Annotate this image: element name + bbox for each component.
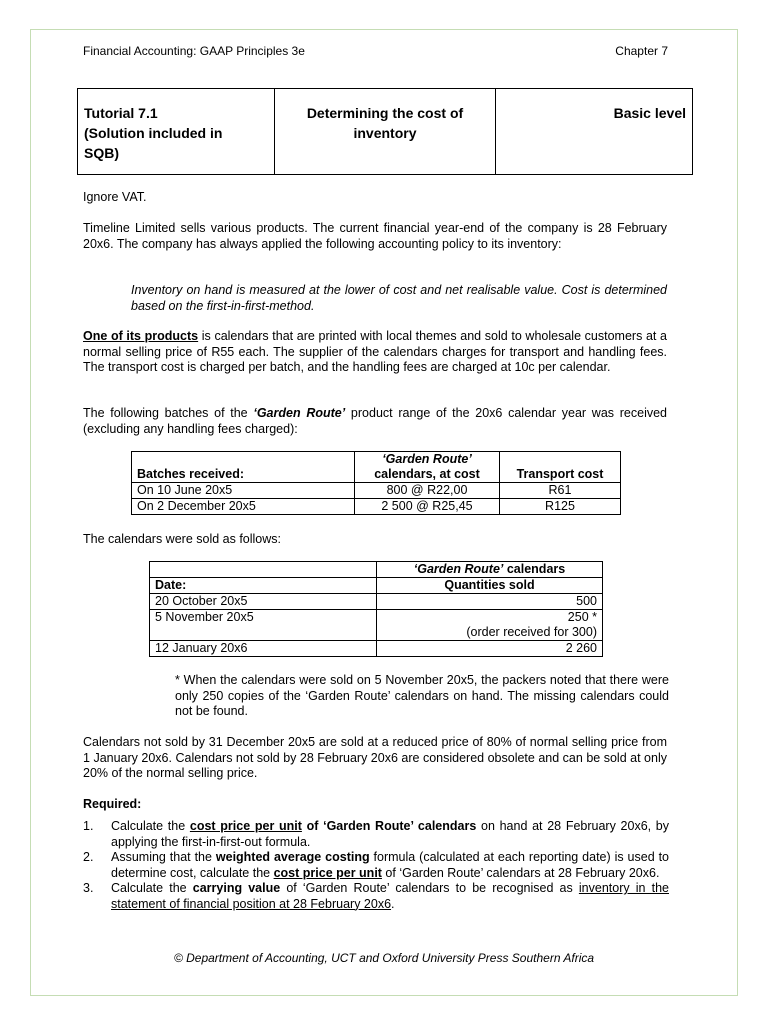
table-row <box>132 499 621 515</box>
req-bold: of ‘Garden Route’ calendars <box>301 819 477 833</box>
req-underlined: inventory in the statement of financial position at 28 February 20x6 <box>111 881 669 911</box>
obsolete-paragraph: Calendars not sold by 31 December 20x5 are sold at a reduced price of 80% of normal selling price from 1 January 20x6. Calendars not sold by 28 February 20x6 are considered obsolete and can be sold at only 20% of the normal selling price. <box>83 735 667 780</box>
req-emph: cost price per unit <box>273 865 382 880</box>
req-emph: cost price per unit <box>189 819 302 833</box>
req-text-3: . <box>391 896 395 911</box>
batch-qty: 800 @ R22,00 <box>355 483 500 499</box>
sale-date: 5 November 20x5 <box>150 610 377 641</box>
ignore-vat: Ignore VAT. <box>83 190 147 204</box>
batches-header-transport: Transport cost <box>500 452 621 483</box>
req-number: 3. <box>83 881 94 895</box>
req-text-3: of ‘Garden Route’ calendars at 28 February 20x6. <box>381 865 660 880</box>
sales-header-qty: Quantities sold <box>377 578 603 594</box>
req-text: Assuming that the <box>111 850 216 864</box>
batch-transport: R125 <box>500 499 621 515</box>
batches-header-qty-rest: calendars, at cost <box>374 467 480 481</box>
chapter-label: Chapter 7 <box>615 44 668 58</box>
batch-date: On 10 June 20x5 <box>132 483 355 499</box>
sale-note: (order received for 300) <box>466 625 597 639</box>
table-row <box>150 594 603 610</box>
sales-header-blank <box>150 562 377 578</box>
req-number: 1. <box>83 819 94 833</box>
table-row <box>132 483 621 499</box>
req-text: Calculate the <box>111 881 193 895</box>
intro-paragraph: Timeline Limited sells various products. The current financial year-end of the company is 28 February 20x6. The company has always applied the following accounting policy to its inventory: <box>83 221 667 251</box>
sales-header-row-1 <box>150 562 603 578</box>
req-bold: weighted average costing <box>215 850 370 864</box>
tutorial-solution-note-2: SQB) <box>84 145 119 161</box>
sales-header-product <box>377 562 603 578</box>
requirements-list <box>83 819 669 912</box>
table-row <box>150 641 603 657</box>
missing-note: * When the calendars were sold on 5 November 20x5, the packers noted that there were only 250 copies of the ‘Garden Route’ calendars on hand. The missing calendars could not be found. <box>175 673 669 718</box>
sales-header-product-name: ‘Garden Route’ <box>413 562 504 576</box>
tutorial-topic-cell <box>275 89 496 175</box>
batch-transport: R61 <box>500 483 621 499</box>
batches-header-qty <box>355 452 500 483</box>
tutorial-id-cell <box>78 89 275 175</box>
sale-qty: 2 260 <box>377 641 603 657</box>
tutorial-level-cell <box>496 89 693 175</box>
batches-table <box>131 451 621 515</box>
sales-header-product-rest: calendars <box>503 562 566 576</box>
required-heading: Required: <box>83 797 142 811</box>
book-title: Financial Accounting: GAAP Principles 3e <box>83 44 305 58</box>
req-number: 2. <box>83 850 94 864</box>
batch-date: On 2 December 20x5 <box>132 499 355 515</box>
batches-header-row <box>132 452 621 483</box>
sale-qty: 250 * <box>567 610 597 624</box>
req-text-2: formula (calculated at each reporting date) is used to determine cost, calculate the <box>111 850 669 880</box>
sale-qty-cell <box>377 610 603 641</box>
tutorial-level: Basic level <box>613 105 686 121</box>
sold-intro: The calendars were sold as follows: <box>83 532 282 546</box>
copyright-footer: © Department of Accounting, UCT and Oxford University Press Southern Africa <box>173 951 595 965</box>
tutorial-title-box <box>77 88 693 175</box>
table-row <box>150 610 603 641</box>
batches-intro <box>83 406 667 437</box>
req-text-2: of ‘Garden Route’ calendars to be recognised as <box>280 881 579 895</box>
products-rest: is calendars that are printed with local themes and sold to wholesale customers at a normal selling price of R55 each. The supplier of the calendars charges for transport and handling fees. The transport cost is charged per batch, and the handling fees are charged at 10c per calendar. <box>83 329 667 374</box>
req-text-2: on hand at 28 February 20x6, by applying the first-in-first-out formula. <box>111 819 670 849</box>
sales-header-row-2 <box>150 578 603 594</box>
batches-header-product: ‘Garden Route’ <box>382 452 472 466</box>
products-lead: One of its products <box>83 329 199 343</box>
tutorial-topic-2: inventory <box>353 125 417 141</box>
sale-date: 12 January 20x6 <box>150 641 377 657</box>
batches-pre: The following batches of the <box>83 406 254 420</box>
sale-date: 20 October 20x5 <box>150 594 377 610</box>
list-item <box>83 819 669 850</box>
tutorial-solution-note: (Solution included in <box>84 125 223 141</box>
batches-product: ‘Garden Route’ <box>253 406 346 420</box>
list-item <box>83 881 669 912</box>
req-text: Calculate the <box>111 819 190 833</box>
list-item <box>83 850 669 881</box>
accounting-policy: Inventory on hand is measured at the lower of cost and net realisable value. Cost is determined based on the first-in-first-method. <box>131 283 667 313</box>
tutorial-id: Tutorial 7.1 <box>84 105 158 121</box>
sales-header-date: Date: <box>150 578 377 594</box>
products-paragraph <box>83 329 667 376</box>
batches-post: product range of the 20x6 calendar year was received (excluding any handling fees charged): <box>83 406 667 436</box>
sale-qty: 500 <box>377 594 603 610</box>
sales-table <box>149 561 603 657</box>
tutorial-topic: Determining the cost of <box>306 105 464 121</box>
batch-qty: 2 500 @ R25,45 <box>355 499 500 515</box>
batches-header-date: Batches received: <box>132 452 355 483</box>
req-bold: carrying value <box>192 881 281 895</box>
